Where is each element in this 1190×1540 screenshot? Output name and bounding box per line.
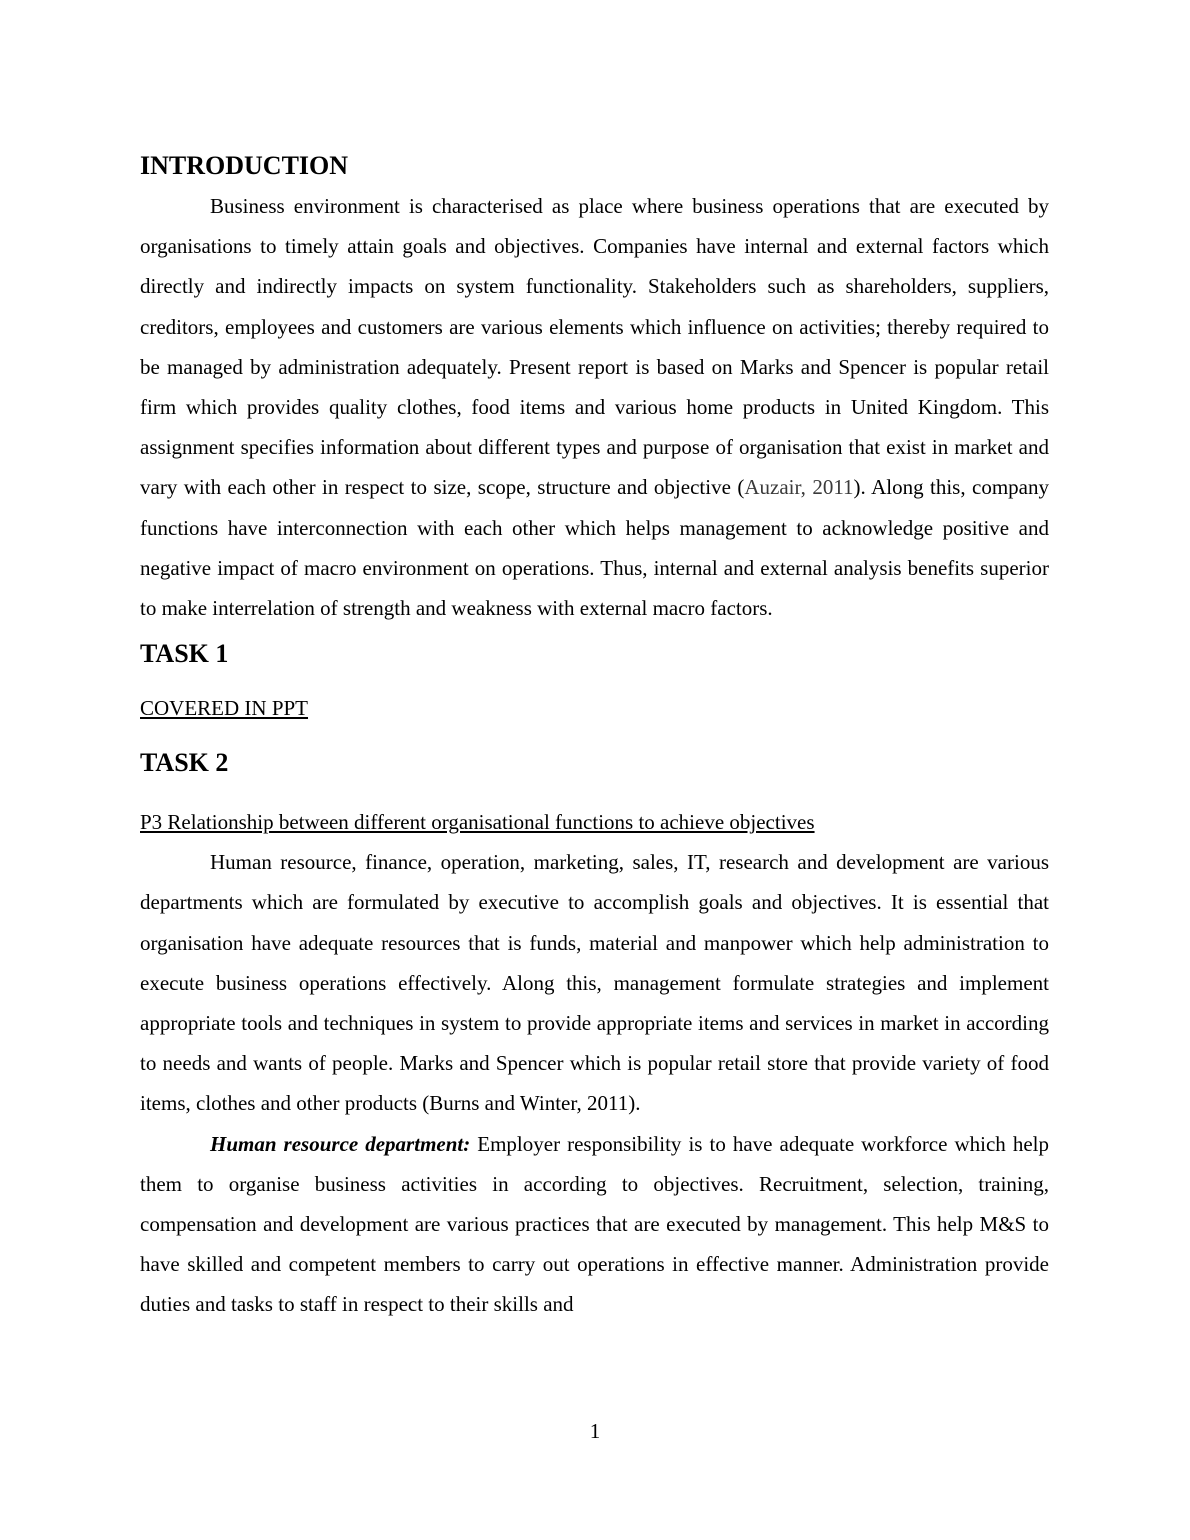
- task1-heading: TASK 1: [140, 639, 229, 669]
- introduction-heading: INTRODUCTION: [140, 151, 349, 180]
- functions-paragraph: Human resource, finance, operation, marketing, sales, IT, research and development are various departments which are formulated by executive to accomplish goals and objectives. It is essential that organisation have adequate resources that is funds, material and manpower which help administration to execute business operations effectively. Along this, management formulate strategies and implement appropriate tools and techniques in system to provide appropriate items and services in market in according to needs and wants of people. Marks and Spencer which is popular retail store that provide variety of food items, clothes and other products (Burns and Winter, 2011).: [140, 850, 1049, 1116]
- hr-department-text: Employer responsibility is to have adequate workforce which help them to organise business activities in according to objectives. Recruitment, selection, training, compensation and development are various practices that are executed by management. This help M&S to have skilled and competent members to carry out operations in effective manner. Administration provide duties and tasks to staff in respect to their skills and: [140, 1131, 1049, 1317]
- page-number: 1: [589, 1419, 601, 1443]
- introduction-paragraph: [140, 186, 1049, 628]
- task1-subheading: COVERED IN PPT: [140, 696, 309, 721]
- hr-department-paragraph: [140, 1124, 1049, 1325]
- introduction-text-part2: ). Along this, company functions have interconnection with each other which helps management to acknowledge positive and negative impact of macro environment on operations. Thus, internal and external analysis benefits superior to make interrelation of strength and weakness with external macro factors.: [140, 475, 1050, 621]
- introduction-text-part1: Business environment is characterised as place where business operations that are executed by organisations to timely attain goals and objectives. Companies have internal and external factors which directly and indirectly impacts on system functionality. Stakeholders such as shareholders, suppliers, creditors, employees and customers are various elements which influence on activities; thereby required to be managed by administration adequately. Present report is based on Marks and Spencer is popular retail firm which provides quality clothes, food items and various home products in United Kingdom. This assignment specifies information about different types and purpose of organisation that exist in market and vary with each other in respect to size, scope, structure and objective (: [140, 194, 1049, 500]
- introduction-citation: Auzair, 2011: [744, 475, 854, 500]
- document-page: [140, 148, 1049, 1325]
- task2-subheading: P3 Relationship between different organisational functions to achieve objectives: [140, 810, 815, 835]
- hr-department-label: Human resource department:: [210, 1131, 471, 1156]
- task2-heading: TASK 2: [140, 748, 229, 778]
